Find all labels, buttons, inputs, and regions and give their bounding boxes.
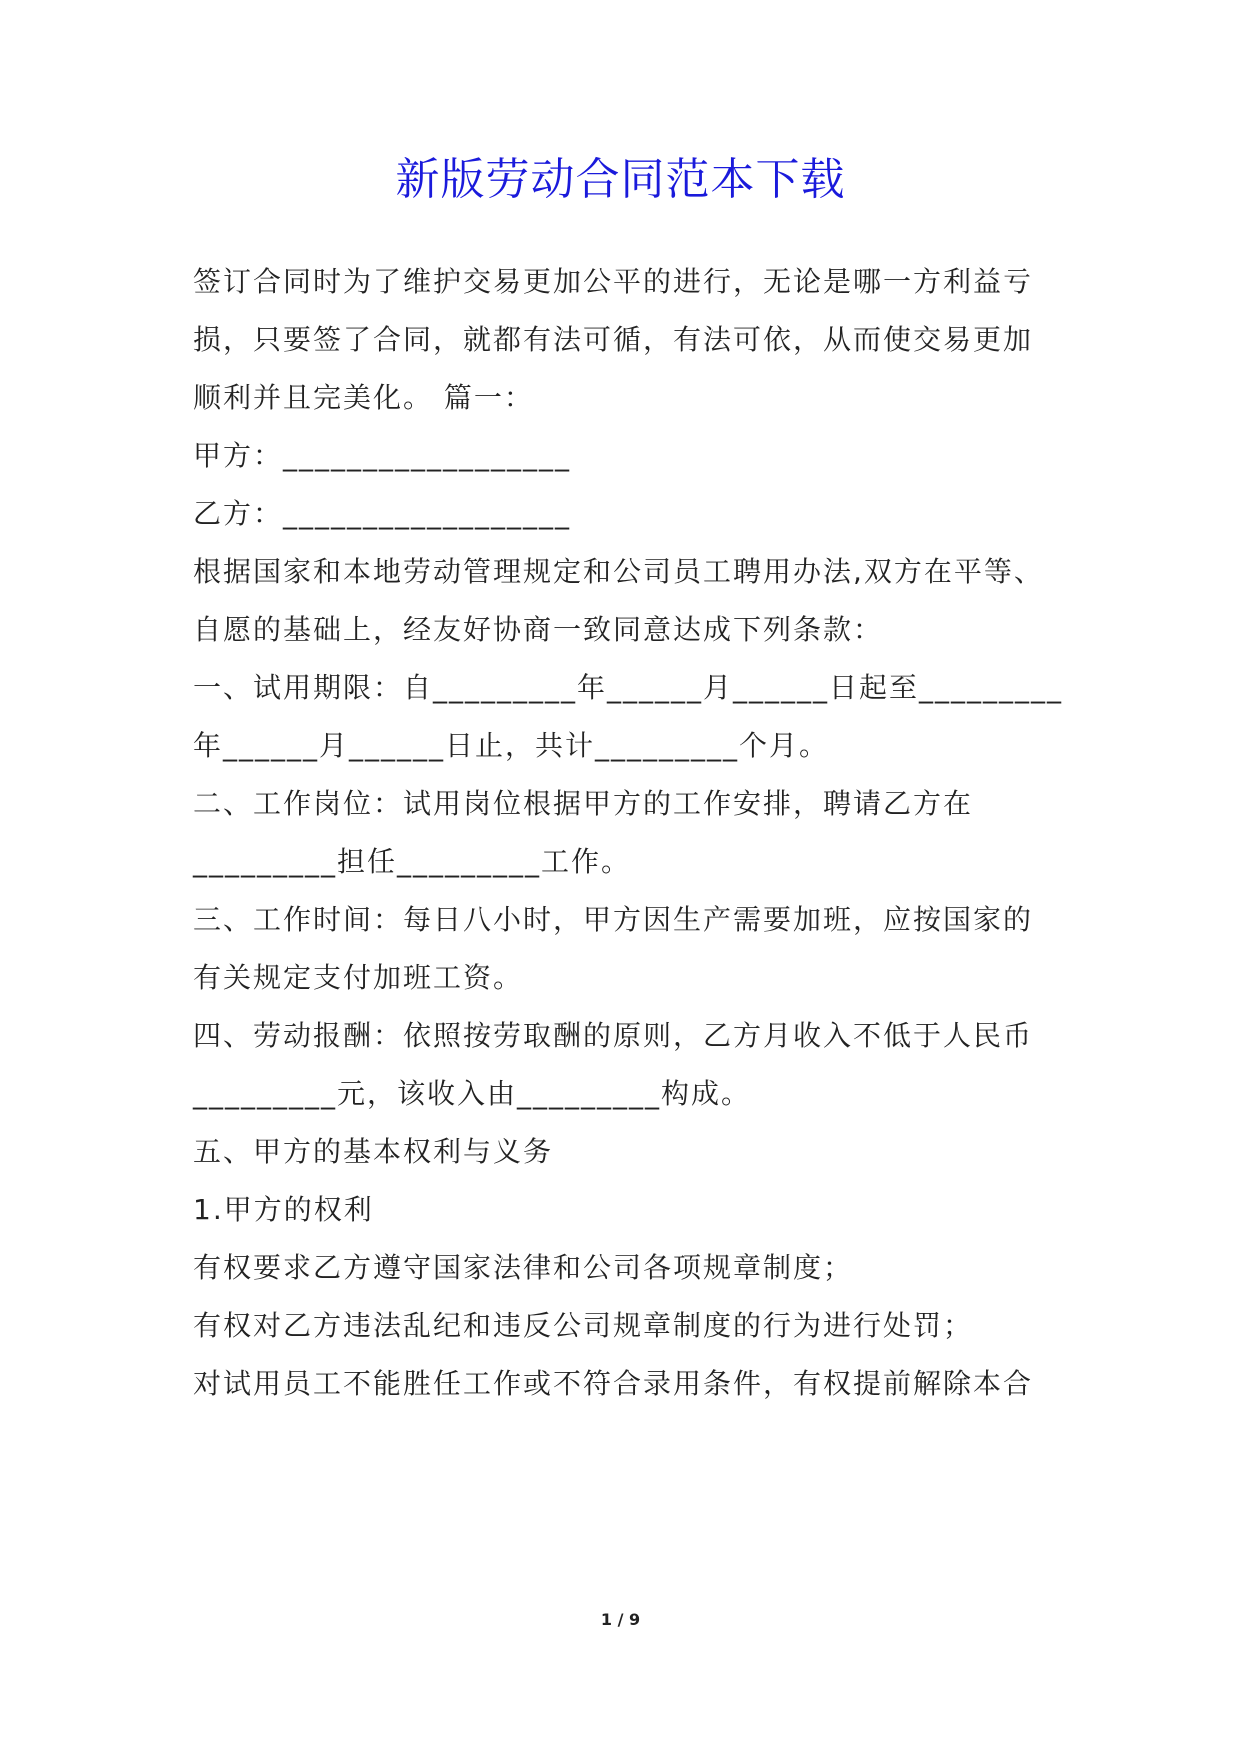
clause-4-line-1: 四、劳动报酬：依照按劳取酬的原则，乙方月收入不低于人民币 xyxy=(193,1019,1034,1052)
party-b-line: 乙方：__________________ xyxy=(193,497,572,530)
clause-3-line-2: 有关规定支付加班工资。 xyxy=(193,961,524,994)
text-line-7: 自愿的基础上，经友好协商一致同意达成下列条款： xyxy=(193,613,884,646)
clause-4-line-2: _________元，该收入由_________构成。 xyxy=(193,1077,752,1110)
clause-1-line-1: 一、试用期限：自_________年______月______日起至_________ xyxy=(193,671,1064,704)
clause-1-line-2: 年______月______日止，共计_________个月。 xyxy=(193,729,830,762)
clause-5-heading: 五、甲方的基本权利与义务 xyxy=(193,1135,554,1168)
text-line-6: 根据国家和本地劳动管理规定和公司员工聘用办法,双方在平等、 xyxy=(193,555,1044,588)
right-item-2: 有权对乙方违法乱纪和违反公司规章制度的行为进行处罚； xyxy=(193,1309,974,1342)
clause-2-line-2: _________担任_________工作。 xyxy=(193,845,632,878)
clause-3-line-1: 三、工作时间：每日八小时，甲方因生产需要加班，应按国家的 xyxy=(193,903,1034,936)
clause-2-line-1: 二、工作岗位：试用岗位根据甲方的工作安排，聘请乙方在 xyxy=(193,787,974,820)
subsection-heading: 1.甲方的权利 xyxy=(193,1193,374,1226)
right-item-1: 有权要求乙方遵守国家法律和公司各项规章制度； xyxy=(193,1251,854,1284)
right-item-3: 对试用员工不能胜任工作或不符合录用条件，有权提前解除本合 xyxy=(193,1367,1034,1400)
page-number: 1 / 9 xyxy=(600,1610,641,1629)
text-line-1: 签订合同时为了维护交易更加公平的进行，无论是哪一方利益亏 xyxy=(193,265,1034,298)
document-title: 新版劳动合同范本下载 xyxy=(395,154,846,205)
text-line-3: 顺利并且完美化。 篇一： xyxy=(193,381,534,414)
text-line-2: 损，只要签了合同，就都有法可循，有法可依，从而使交易更加 xyxy=(193,323,1034,356)
party-a-line: 甲方：__________________ xyxy=(193,439,572,472)
